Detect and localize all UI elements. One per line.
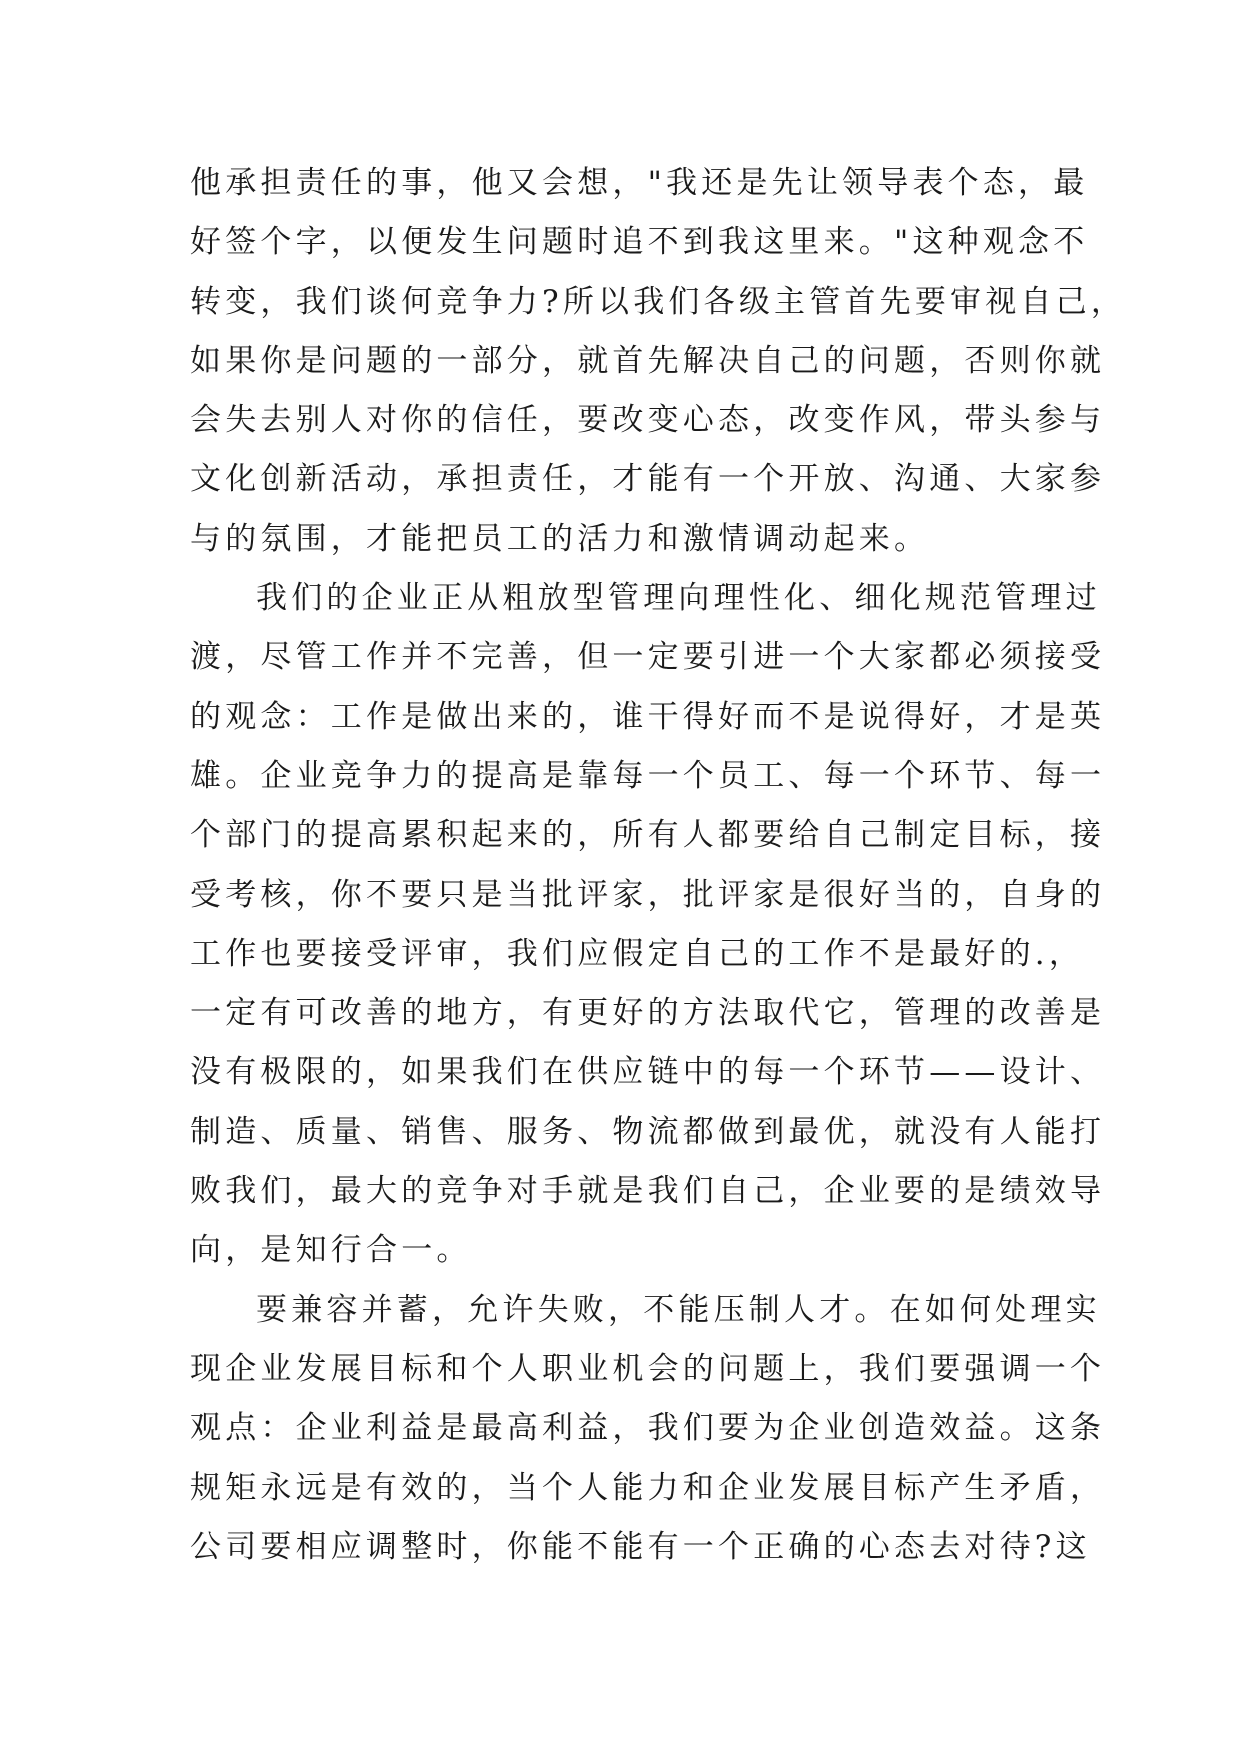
text-line: 公司要相应调整时，你能不能有一个正确的心态去对待?这 — [190, 1528, 1091, 1565]
text-line: 败我们，最大的竞争对手就是我们自己，企业要的是绩效导 — [190, 1173, 1106, 1210]
paragraph — [190, 154, 1127, 569]
text-line: 个部门的提高累积起来的，所有人都要给自己制定目标，接 — [190, 817, 1106, 854]
text-line: 现企业发展目标和个人职业机会的问题上，我们要强调一个 — [190, 1350, 1106, 1387]
text-line: 没有极限的，如果我们在供应链中的每一个环节——设计、 — [190, 1054, 1106, 1091]
text-line: 规矩永远是有效的，当个人能力和企业发展目标产生矛盾， — [190, 1469, 1106, 1506]
paragraph — [190, 569, 1106, 1281]
text-line: 一定有可改善的地方，有更好的方法取代它，管理的改善是 — [190, 995, 1106, 1032]
text-line: 会失去别人对你的信任，要改变心态，改变作风，带头参与 — [190, 402, 1106, 439]
body-text — [190, 154, 1127, 1577]
text-line: 雄。企业竞争力的提高是靠每一个员工、每一个环节、每一 — [190, 757, 1106, 794]
text-line: 转变，我们谈何竞争力?所以我们各级主管首先要审视自己， — [190, 283, 1127, 320]
paragraph — [190, 1281, 1106, 1577]
text-line: 观点：企业利益是最高利益，我们要为企业创造效益。这条 — [190, 1410, 1106, 1447]
text-line: 文化创新活动，承担责任，才能有一个开放、沟通、大家参 — [190, 461, 1106, 498]
text-line: 与的氛围，才能把员工的活力和激情调动起来。 — [190, 520, 930, 557]
text-line: 要兼容并蓄，允许失败，不能压制人才。在如何处理实 — [256, 1291, 1101, 1328]
text-line: 工作也要接受评审，我们应假定自己的工作不是最好的.， — [190, 935, 1085, 972]
text-line: 渡，尽管工作并不完善，但一定要引进一个大家都必须接受 — [190, 639, 1106, 676]
text-line: 向，是知行合一。 — [190, 1232, 472, 1269]
text-line: 的观念：工作是做出来的，谁干得好而不是说得好，才是英 — [190, 698, 1106, 735]
text-line: 好签个字，以便发生问题时追不到我这里来。"这种观念不 — [190, 224, 1089, 261]
text-line: 制造、质量、销售、服务、物流都做到最优，就没有人能打 — [190, 1113, 1106, 1150]
text-line: 我们的企业正从粗放型管理向理性化、细化规范管理过 — [256, 580, 1101, 617]
text-line: 如果你是问题的一部分，就首先解决自己的问题，否则你就 — [190, 342, 1106, 379]
text-line: 受考核，你不要只是当批评家，批评家是很好当的，自身的 — [190, 876, 1106, 913]
text-line: 他承担责任的事，他又会想，"我还是先让领导表个态，最 — [190, 165, 1089, 201]
